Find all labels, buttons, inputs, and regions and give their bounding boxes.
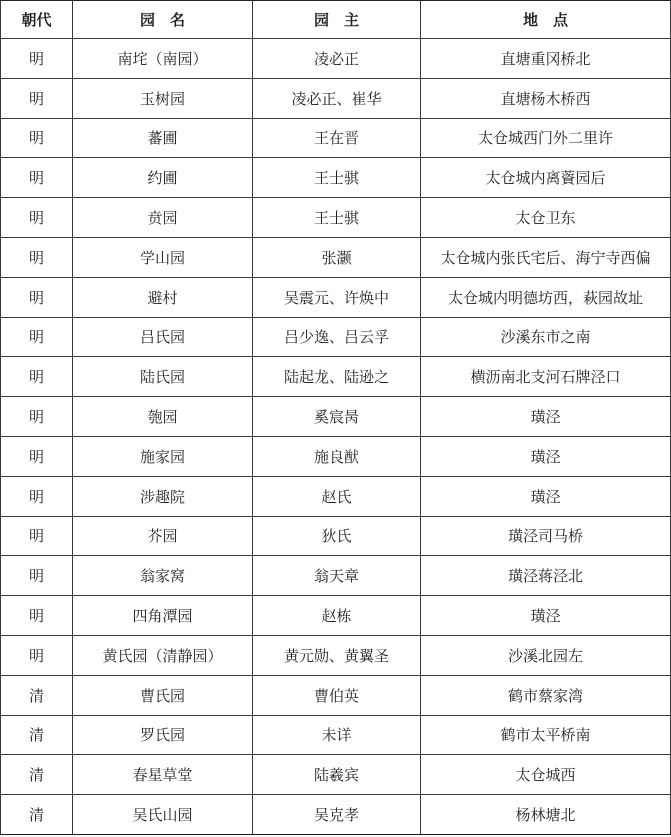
table-row bbox=[1, 397, 671, 437]
cell-garden-name: 黄氏园（清静园） bbox=[73, 635, 253, 675]
cell-dynasty: 明 bbox=[1, 237, 73, 277]
table-row bbox=[1, 516, 671, 556]
cell-dynasty: 清 bbox=[1, 675, 73, 715]
cell-dynasty: 明 bbox=[1, 635, 73, 675]
cell-location: 璜泾 bbox=[421, 476, 671, 516]
cell-dynasty: 明 bbox=[1, 158, 73, 198]
cell-garden-owner: 赵栋 bbox=[253, 596, 421, 636]
table-row bbox=[1, 118, 671, 158]
cell-location: 太仓城内张氏宅后、海宁寺西偏 bbox=[421, 237, 671, 277]
cell-garden-owner: 陆羲宾 bbox=[253, 755, 421, 795]
cell-location: 太仓城内离薋园后 bbox=[421, 158, 671, 198]
cell-location: 横沥南北支河石牌泾口 bbox=[421, 357, 671, 397]
cell-garden-owner: 凌必正 bbox=[253, 39, 421, 79]
cell-garden-name: 施家园 bbox=[73, 436, 253, 476]
cell-garden-owner: 王在晋 bbox=[253, 118, 421, 158]
cell-dynasty: 明 bbox=[1, 556, 73, 596]
cell-garden-name: 芥园 bbox=[73, 516, 253, 556]
cell-dynasty: 清 bbox=[1, 715, 73, 755]
cell-garden-name: 约圃 bbox=[73, 158, 253, 198]
cell-location: 璜泾 bbox=[421, 436, 671, 476]
cell-location: 璜泾 bbox=[421, 596, 671, 636]
cell-dynasty: 明 bbox=[1, 516, 73, 556]
cell-garden-name: 蕃圃 bbox=[73, 118, 253, 158]
cell-garden-name: 吕氏园 bbox=[73, 317, 253, 357]
cell-garden-name: 曹氏园 bbox=[73, 675, 253, 715]
cell-garden-owner: 翁天章 bbox=[253, 556, 421, 596]
cell-location: 璜泾司马桥 bbox=[421, 516, 671, 556]
table-row bbox=[1, 39, 671, 79]
cell-garden-owner: 凌必正、崔华 bbox=[253, 78, 421, 118]
cell-garden-name: 吴氏山园 bbox=[73, 795, 253, 835]
cell-garden-name: 玉树园 bbox=[73, 78, 253, 118]
cell-dynasty: 明 bbox=[1, 198, 73, 238]
cell-garden-name: 南垞（南园） bbox=[73, 39, 253, 79]
table-row bbox=[1, 556, 671, 596]
cell-garden-name: 涉趣院 bbox=[73, 476, 253, 516]
cell-dynasty: 清 bbox=[1, 755, 73, 795]
cell-garden-name: 避村 bbox=[73, 277, 253, 317]
cell-garden-owner: 未详 bbox=[253, 715, 421, 755]
cell-dynasty: 清 bbox=[1, 795, 73, 835]
cell-garden-owner: 张灏 bbox=[253, 237, 421, 277]
cell-garden-owner: 王士骐 bbox=[253, 198, 421, 238]
cell-location: 沙溪东市之南 bbox=[421, 317, 671, 357]
cell-location: 太仓城内明德坊西，萩园故址 bbox=[421, 277, 671, 317]
cell-location: 鹤市太平桥南 bbox=[421, 715, 671, 755]
cell-location: 太仓城西门外二里许 bbox=[421, 118, 671, 158]
cell-garden-owner: 吕少逸、吕云孚 bbox=[253, 317, 421, 357]
cell-garden-name: 翁家窝 bbox=[73, 556, 253, 596]
header-garden-name: 园 名 bbox=[73, 1, 253, 39]
cell-dynasty: 明 bbox=[1, 277, 73, 317]
table-row bbox=[1, 795, 671, 835]
cell-garden-name: 匏园 bbox=[73, 397, 253, 437]
table-row bbox=[1, 317, 671, 357]
cell-garden-owner: 吴克孝 bbox=[253, 795, 421, 835]
cell-dynasty: 明 bbox=[1, 476, 73, 516]
table-row bbox=[1, 78, 671, 118]
header-location: 地 点 bbox=[421, 1, 671, 39]
cell-dynasty: 明 bbox=[1, 118, 73, 158]
table-row bbox=[1, 476, 671, 516]
cell-garden-name: 贲园 bbox=[73, 198, 253, 238]
table-row bbox=[1, 277, 671, 317]
cell-location: 太仓卫东 bbox=[421, 198, 671, 238]
table-row bbox=[1, 436, 671, 476]
cell-dynasty: 明 bbox=[1, 357, 73, 397]
cell-garden-name: 陆氏园 bbox=[73, 357, 253, 397]
cell-location: 直塘重冈桥北 bbox=[421, 39, 671, 79]
table-row bbox=[1, 198, 671, 238]
cell-garden-owner: 黄元勋、黄翼圣 bbox=[253, 635, 421, 675]
cell-dynasty: 明 bbox=[1, 397, 73, 437]
cell-location: 直塘杨木桥西 bbox=[421, 78, 671, 118]
cell-location: 沙溪北园左 bbox=[421, 635, 671, 675]
table-row bbox=[1, 237, 671, 277]
table-row bbox=[1, 635, 671, 675]
cell-garden-name: 四角潭园 bbox=[73, 596, 253, 636]
cell-garden-name: 罗氏园 bbox=[73, 715, 253, 755]
cell-dynasty: 明 bbox=[1, 436, 73, 476]
table-row bbox=[1, 715, 671, 755]
cell-dynasty: 明 bbox=[1, 39, 73, 79]
cell-dynasty: 明 bbox=[1, 317, 73, 357]
cell-garden-name: 学山园 bbox=[73, 237, 253, 277]
table-row bbox=[1, 675, 671, 715]
table-row bbox=[1, 596, 671, 636]
cell-garden-owner: 狄氏 bbox=[253, 516, 421, 556]
table-row bbox=[1, 357, 671, 397]
cell-garden-owner: 曹伯英 bbox=[253, 675, 421, 715]
header-dynasty: 朝代 bbox=[1, 1, 73, 39]
table-row bbox=[1, 755, 671, 795]
cell-location: 太仓城西 bbox=[421, 755, 671, 795]
table-body bbox=[1, 39, 671, 835]
cell-garden-owner: 赵氏 bbox=[253, 476, 421, 516]
cell-garden-owner: 王士骐 bbox=[253, 158, 421, 198]
cell-garden-owner: 施良猷 bbox=[253, 436, 421, 476]
cell-location: 璜泾蒋泾北 bbox=[421, 556, 671, 596]
header-garden-owner: 园 主 bbox=[253, 1, 421, 39]
cell-dynasty: 明 bbox=[1, 596, 73, 636]
cell-garden-name: 春星草堂 bbox=[73, 755, 253, 795]
table-row bbox=[1, 158, 671, 198]
cell-dynasty: 明 bbox=[1, 78, 73, 118]
cell-location: 杨林塘北 bbox=[421, 795, 671, 835]
cell-garden-owner: 奚宸昺 bbox=[253, 397, 421, 437]
cell-location: 璜泾 bbox=[421, 397, 671, 437]
table-header-row bbox=[1, 1, 671, 39]
cell-garden-owner: 陆起龙、陆逊之 bbox=[253, 357, 421, 397]
cell-location: 鹤市蔡家湾 bbox=[421, 675, 671, 715]
cell-garden-owner: 吴震元、许焕中 bbox=[253, 277, 421, 317]
